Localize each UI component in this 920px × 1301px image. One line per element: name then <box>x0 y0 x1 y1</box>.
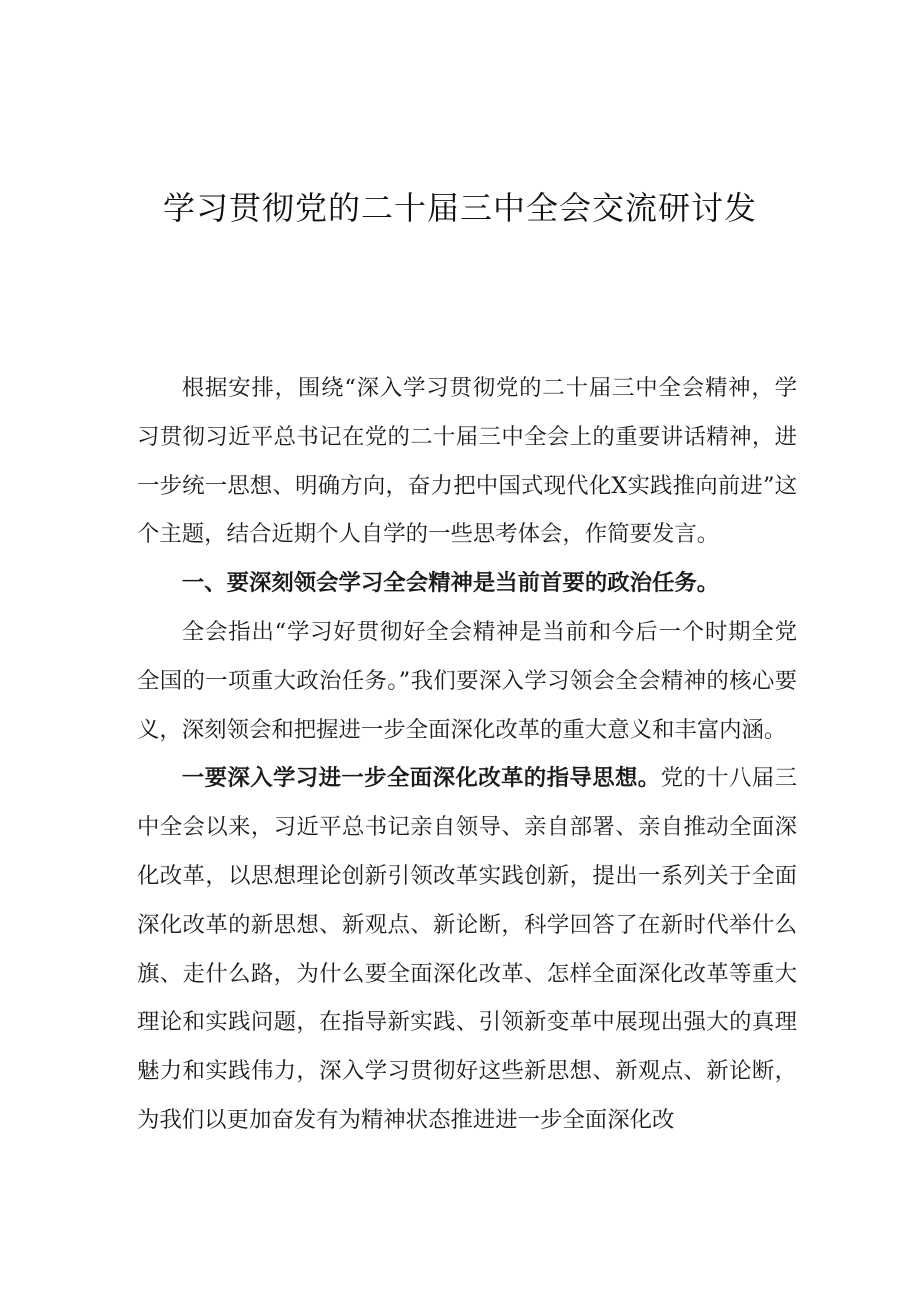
document-title: 学习贯彻党的二十届三中全会交流研讨发 <box>162 189 757 227</box>
intro-paragraph: 根据安排，围绕“深入学习贯彻党的二十届三中全会精神，学习贯彻习近平总书记在党的二十届三中全会上的重要讲话精神，进一步统一思想、明确方向，奋力把中国式现代化X实践推向前进”这个主题，结合近期个人自学的一些思考体会，作简要发言。 <box>137 375 797 548</box>
paragraph-lead-sentence: 一要深入学习进一步全面深化改革的指导思想。 <box>181 765 661 792</box>
body-paragraph: 全会指出“学习好贯彻好全会精神是当前和今后一个时期全党全国的一项重大政治任务。”我们要深入学习领会全会精神的核心要义，深刻领会和把握进一步全面深化改革的重大意义和丰富内涵。 <box>137 618 797 743</box>
paragraph-continuation: 党的十八届三中全会以来，习近平总书记亲自领导、亲自部署、亲自推动全面深化改革，以思想理论创新引领改革实践创新，提出一系列关于全面深化改革的新思想、新观点、新论断，科学回答了在新时代举什么旗、走什么路，为什么要全面深化改革、怎样全面深化改革等重大理论和实践问题，在指导新实践、引领新变革中展现出强大的真理魅力和实践伟力，深入学习贯彻好这些新思想、新观点、新论断，为我们以更加奋发有为精神状态推进进一步全面深化改 <box>137 765 798 1133</box>
section-heading-1: 一、要深刻领会学习全会精神是当前首要的政治任务。 <box>181 570 720 597</box>
body-paragraph-with-lead <box>137 754 797 1144</box>
document-body <box>137 364 797 1145</box>
